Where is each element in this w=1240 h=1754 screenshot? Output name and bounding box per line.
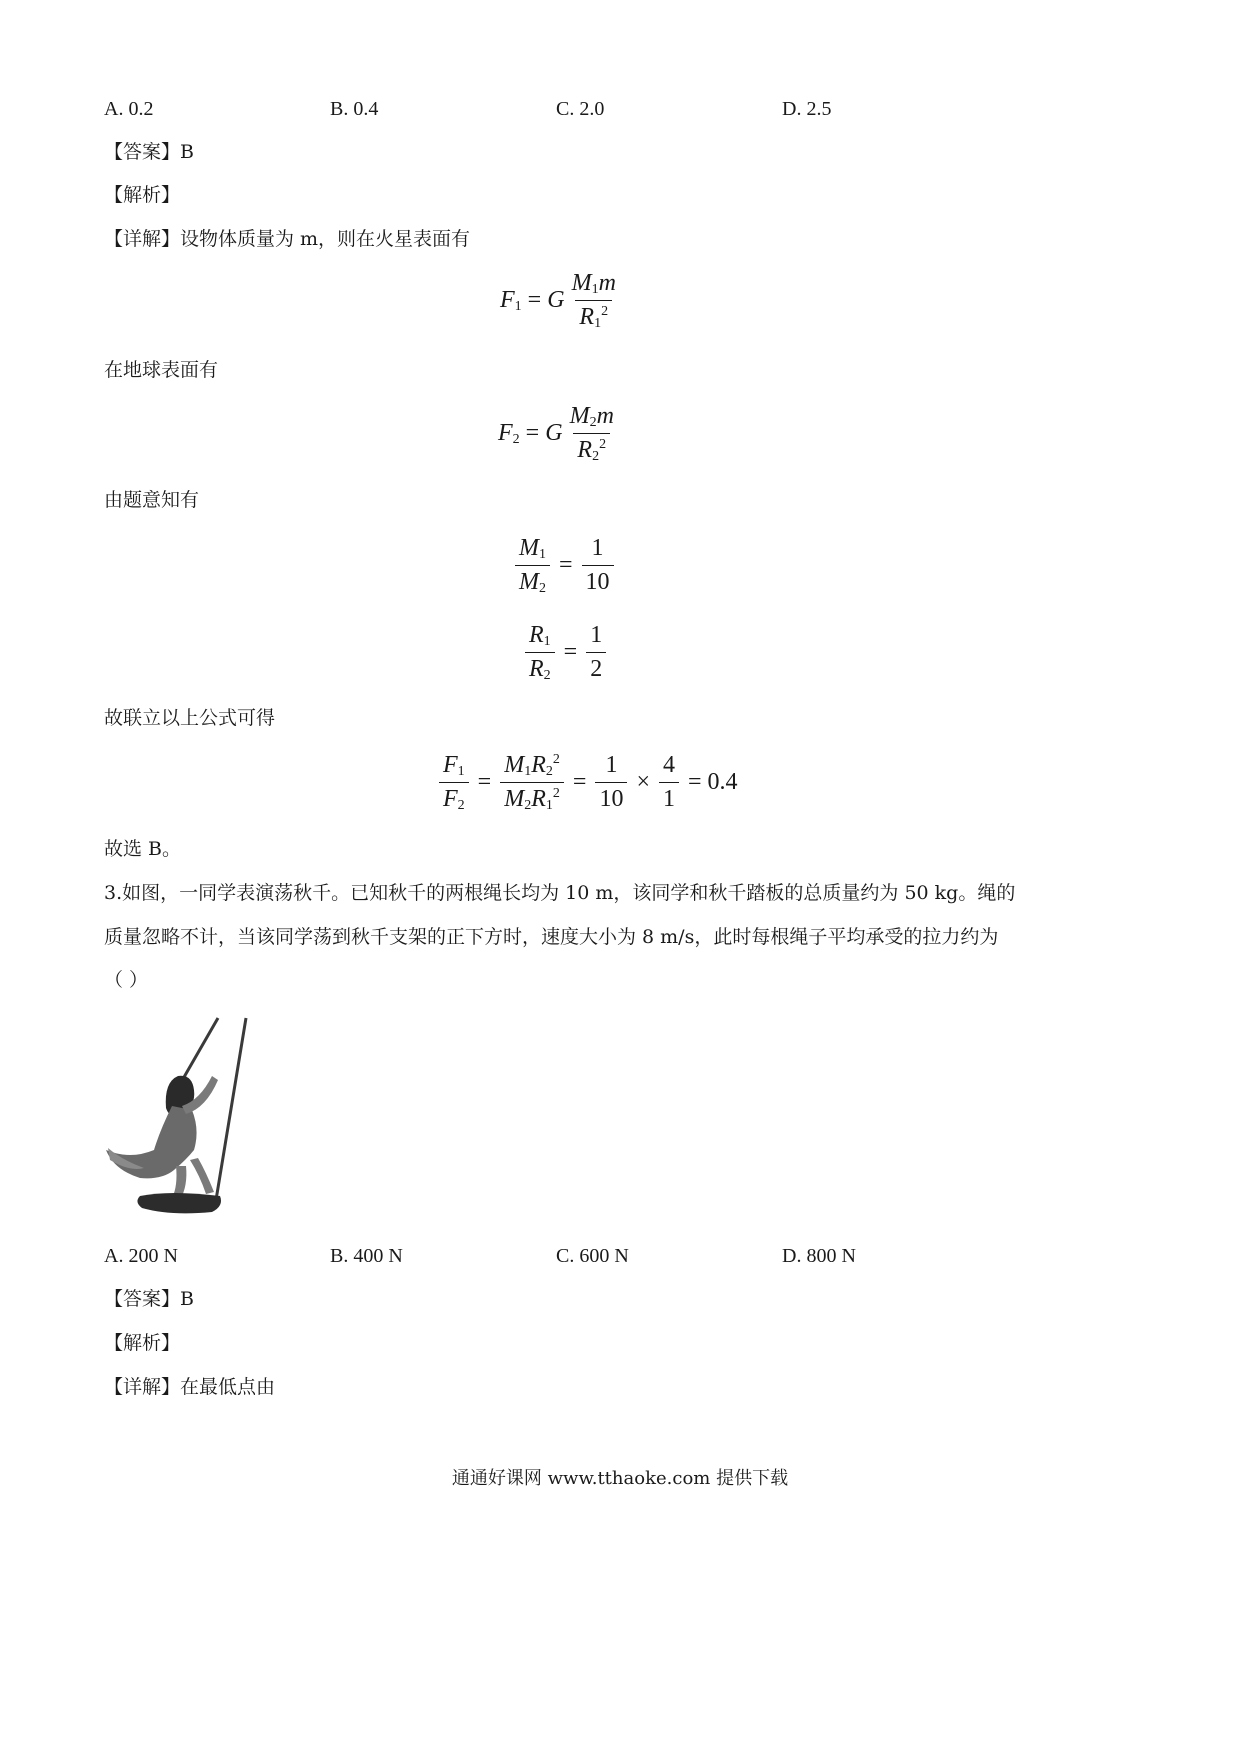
q2-line-choose: 故选 B。 [104,838,182,860]
q3-option-b: B. 400 N [330,1245,403,1267]
q3-answer-paren: （ ） [104,969,149,991]
q2-option-b: B. 0.4 [330,98,379,120]
equation-force-ratio: $\frac{F_1}{F_2}$ = $\frac{M_1R_2^2}{M_2R_1^2}$ = $\frac{1}{10}$ × $\frac{4}{1}$ = 0.4 [436,752,738,813]
q2-line-combine: 故联立以上公式可得 [104,707,276,729]
q2-line-earth: 在地球表面有 [104,359,219,381]
q2-line-given: 由题意知有 [104,489,200,511]
q2-option-d: D. 2.5 [782,98,832,120]
q3-answer: 【答案】B [104,1288,194,1310]
q2-option-c: C. 2.0 [556,98,605,120]
q3-stem-line2: 质量忽略不计，当该同学荡到秋千支架的正下方时，速度大小为 8 m/s，此时每根绳子平均承受的拉力约为 [104,926,999,948]
equation-f2: $F_2$ = G $\frac{M_2m}{R_2^2}$ [498,403,614,464]
q3-option-d: D. 800 N [782,1245,856,1267]
q2-option-a: A. 0.2 [104,98,154,120]
q3-stem-line1: 3.如图，一同学表演荡秋千。已知秋千的两根绳长均为 10 m，该同学和秋千踏板的总质量约为 50 kg。绳的 [104,882,1016,904]
swing-illustration [100,1010,280,1225]
page-footer: 通通好课网 www.tthaoke.com 提供下载 [451,1468,789,1489]
q3-analysis-label: 【解析】 [104,1332,181,1354]
q3-detail: 【详解】在最低点由 [104,1376,276,1398]
q3-option-a: A. 200 N [104,1245,178,1267]
equation-radius-ratio: $\frac{R_1}{R_2}$ = $\frac{1}{2}$ [522,622,609,683]
q3-option-c: C. 600 N [556,1245,629,1267]
equation-f1: $F_1$ = G $\frac{M_1m}{R_1^2}$ [500,270,616,331]
q2-detail: 【详解】设物体质量为 m，则在火星表面有 [104,228,471,250]
q2-answer: 【答案】B [104,141,194,163]
q2-analysis-label: 【解析】 [104,184,181,206]
equation-mass-ratio: $\frac{M_1}{M_2}$ = $\frac{1}{10}$ [512,535,617,596]
